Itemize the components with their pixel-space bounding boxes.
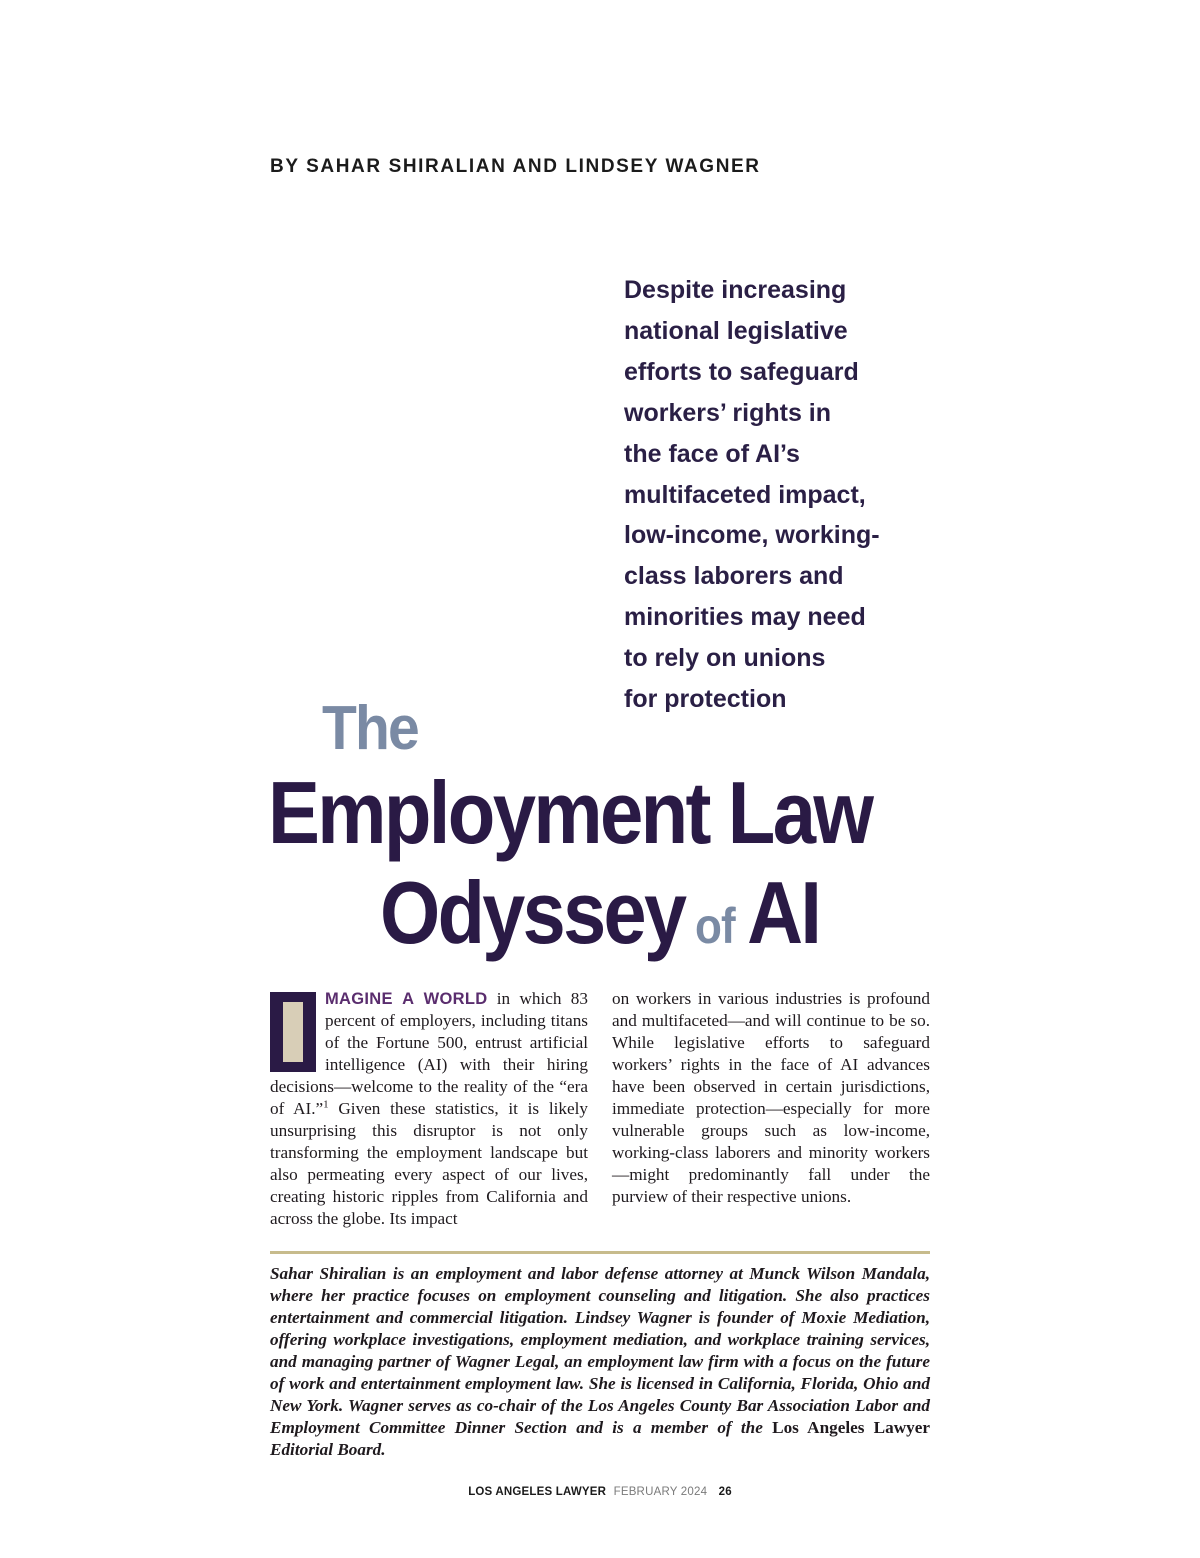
- title-odyssey: Odyssey: [380, 863, 685, 962]
- deck-line: Despite increasing: [624, 276, 847, 304]
- bio-publication: Los Angeles Lawyer: [772, 1418, 931, 1437]
- title-of: of: [694, 898, 735, 954]
- title-the: The: [322, 694, 418, 763]
- deck-line: multifaceted impact,: [624, 480, 866, 509]
- deck-line: workers’ rights in: [624, 398, 832, 427]
- bio-text-end: Editorial Board.: [270, 1440, 386, 1459]
- body-paragraph-1: [270, 988, 588, 1230]
- body-column-right: [612, 988, 930, 1208]
- drop-cap-i: [270, 992, 316, 1072]
- byline: BY SAHAR SHIRALIAN AND LINDSEY WAGNER: [270, 156, 761, 177]
- deck-line: the face of AI’s: [624, 439, 800, 468]
- page-number: 26: [718, 1486, 732, 1498]
- footer-publication: LOS ANGELES LAWYER: [468, 1486, 607, 1498]
- body-text-continued: Given these statistics, it is likely unsurprising this disruptor is not only transforming the employment landscape but also permeating every aspect of our lives, creating historic ripples from California and across the globe. Its impact: [270, 1099, 588, 1228]
- drop-cap-bar: [283, 1002, 303, 1062]
- deck-line: national legislative: [624, 316, 848, 345]
- footnote-ref: 1: [323, 1098, 329, 1111]
- footer-date: FEBRUARY 2024: [613, 1486, 708, 1498]
- title-employment-law: Employment Law: [268, 763, 872, 862]
- deck-line: to rely on unions: [624, 644, 826, 673]
- body-paragraph-2: on workers in various industries is profound and multifaceted—and will continue to be so. While legislative efforts to safeguard workers’ rights in the face of AI advances have been observed in certain jurisdictions, immediate protection—especially for more vulnerable groups such as low-income, working-class laborers and minority workers—might predominantly fall under the purview of their respective unions.: [612, 989, 930, 1206]
- title-ai: AI: [747, 863, 820, 962]
- deck: [624, 270, 924, 720]
- bio-text: Sahar Shiralian is an employment and labor defense attorney at Munck Wilson Mandala, where her practice focuses on employment counseling and litigation. She also practices entertainment and commercial litigation. Lindsey Wagner is founder of Moxie Mediation, offering workplace investigations, employment mediation, and workplace training services, and managing partner of Wagner Legal, an employment law firm with a focus on the future of work and entertainment employment law. She is licensed in California, Florida, Ohio and New York. Wagner serves as co-chair of the Los Angeles County Bar Association Labor and Employment Committee Dinner Section and is a member of the: [270, 1264, 930, 1437]
- deck-line: minorities may need: [624, 603, 866, 632]
- lead-in: MAGINE A WORLD: [325, 990, 488, 1008]
- deck-line: class laborers and: [624, 562, 844, 591]
- title-odyssey-line: [380, 862, 819, 964]
- body-text: in which 83 percent of employers, including titans of the Fortune 500, entrust artificial intelligence (AI) with their hiring decisions—welcome to the reality of the “era of AI.”: [270, 989, 588, 1118]
- deck-line: for protection: [624, 685, 787, 714]
- deck-line: low-income, working-: [624, 521, 880, 550]
- author-bio: [270, 1263, 930, 1461]
- divider-rule: [270, 1251, 930, 1254]
- body-column-left: [270, 988, 588, 1230]
- deck-line: efforts to safeguard: [624, 357, 859, 386]
- page-footer: [0, 1486, 1200, 1498]
